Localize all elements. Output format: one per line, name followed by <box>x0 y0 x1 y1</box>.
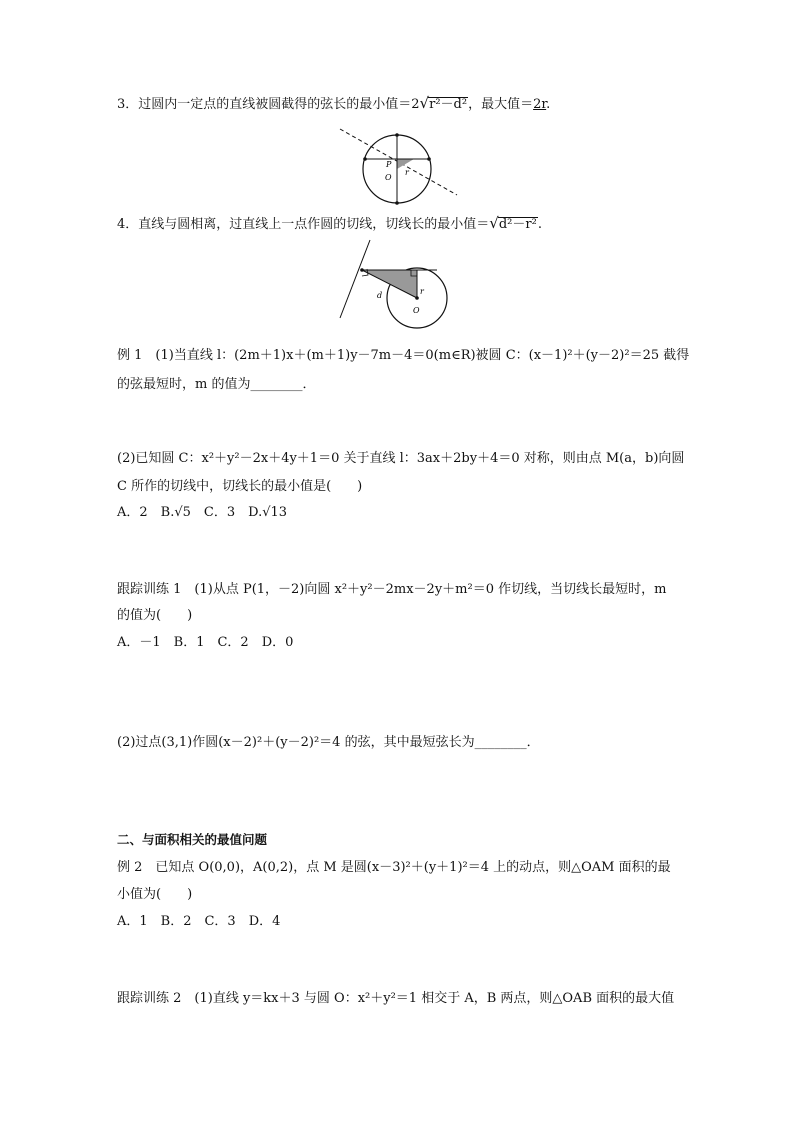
figure-chord-diagram <box>335 125 465 205</box>
item-3: 3．过圆内一定点的直线被圆截得的弦长的最小值＝2√r²－d²，最大值＝2r. <box>117 94 551 112</box>
tracking-1-options: A．－1 B．1 C．2 D．0 <box>117 635 294 650</box>
endpoint-left <box>363 157 367 161</box>
example-1-2-line-1: (2)已知圆 C：x²＋y²－2x＋4y＋1＝0 关于直线 l：3ax＋2by＋4＝0 对称，则由点 M(a，b)向圆 <box>117 451 685 466</box>
tracking-1-line-2: 的值为( ) <box>117 608 193 623</box>
tracking-1-line-1: 跟踪训练 1 (1)从点 P(1，－2)向圆 x²＋y²－2mx－2y＋m²＝0 作切线，当切线长最短时，m <box>117 582 667 597</box>
label-r: r <box>405 168 409 177</box>
item-4: 4．直线与圆相离，过直线上一点作圆的切线，切线长的最小值＝√d²－r². <box>117 214 542 232</box>
point-on-line <box>360 268 364 272</box>
center-point <box>415 296 419 300</box>
section-2-heading: 二、与面积相关的最值问题 <box>117 832 268 847</box>
label-d: d <box>377 291 383 300</box>
example-2-line-2: 小值为( ) <box>117 887 193 902</box>
given-line <box>340 240 370 318</box>
tracking-1-2: (2)过点(3,1)作圆(x－2)²＋(y－2)²＝4 的弦，其中最短弦长为________． <box>117 735 540 750</box>
endpoint-top <box>395 133 399 137</box>
item-4-text: 4．直线与圆相离，过直线上一点作圆的切线，切线长的最小值＝ <box>117 217 490 232</box>
example-2-line-1: 例 2 已知点 O(0,0)，A(0,2)，点 M 是圆(x－3)²＋(y＋1)²＝4 上的动点，则△OAM 面积的最 <box>117 860 671 875</box>
tracking-2-line-1: 跟踪训练 2 (1)直线 y＝kx＋3 与圆 O：x²＋y²＝1 相交于 A，B 两点，则△OAB 面积的最大值 <box>117 991 675 1006</box>
endpoint-right <box>427 157 431 161</box>
figure-tangent-diagram <box>335 238 455 338</box>
example-1-line-1: 例 1 (1)当直线 l：(2m＋1)x＋(m＋1)y－7m－4＝0(m∈R)被圆 C：(x－1)²＋(y－2)²＝25 截得 <box>117 348 690 363</box>
label-O: O <box>413 306 420 315</box>
example-1-2-options: A．2 B.√5 C．3 D.√13 <box>117 505 288 520</box>
item-3-root: r²－d² <box>429 97 468 112</box>
label-P: P <box>386 160 392 169</box>
example-1-2-line-2: C 所作的切线中，切线长的最小值是( ) <box>117 479 363 494</box>
example-1-line-2: 的弦最短时，m 的值为________． <box>117 377 316 392</box>
item-3-max: 2r <box>533 97 547 112</box>
label-r: r <box>420 287 424 296</box>
example-2-options: A．1 B．2 C．3 D．4 <box>117 914 281 929</box>
item-3-text: 3．过圆内一定点的直线被圆截得的弦长的最小值＝2 <box>117 97 420 112</box>
label-O: O <box>385 173 392 182</box>
endpoint-bottom <box>395 201 399 205</box>
item-4-root: d²－r² <box>498 217 537 232</box>
item-3-tail: ，最大值＝ <box>468 97 534 112</box>
